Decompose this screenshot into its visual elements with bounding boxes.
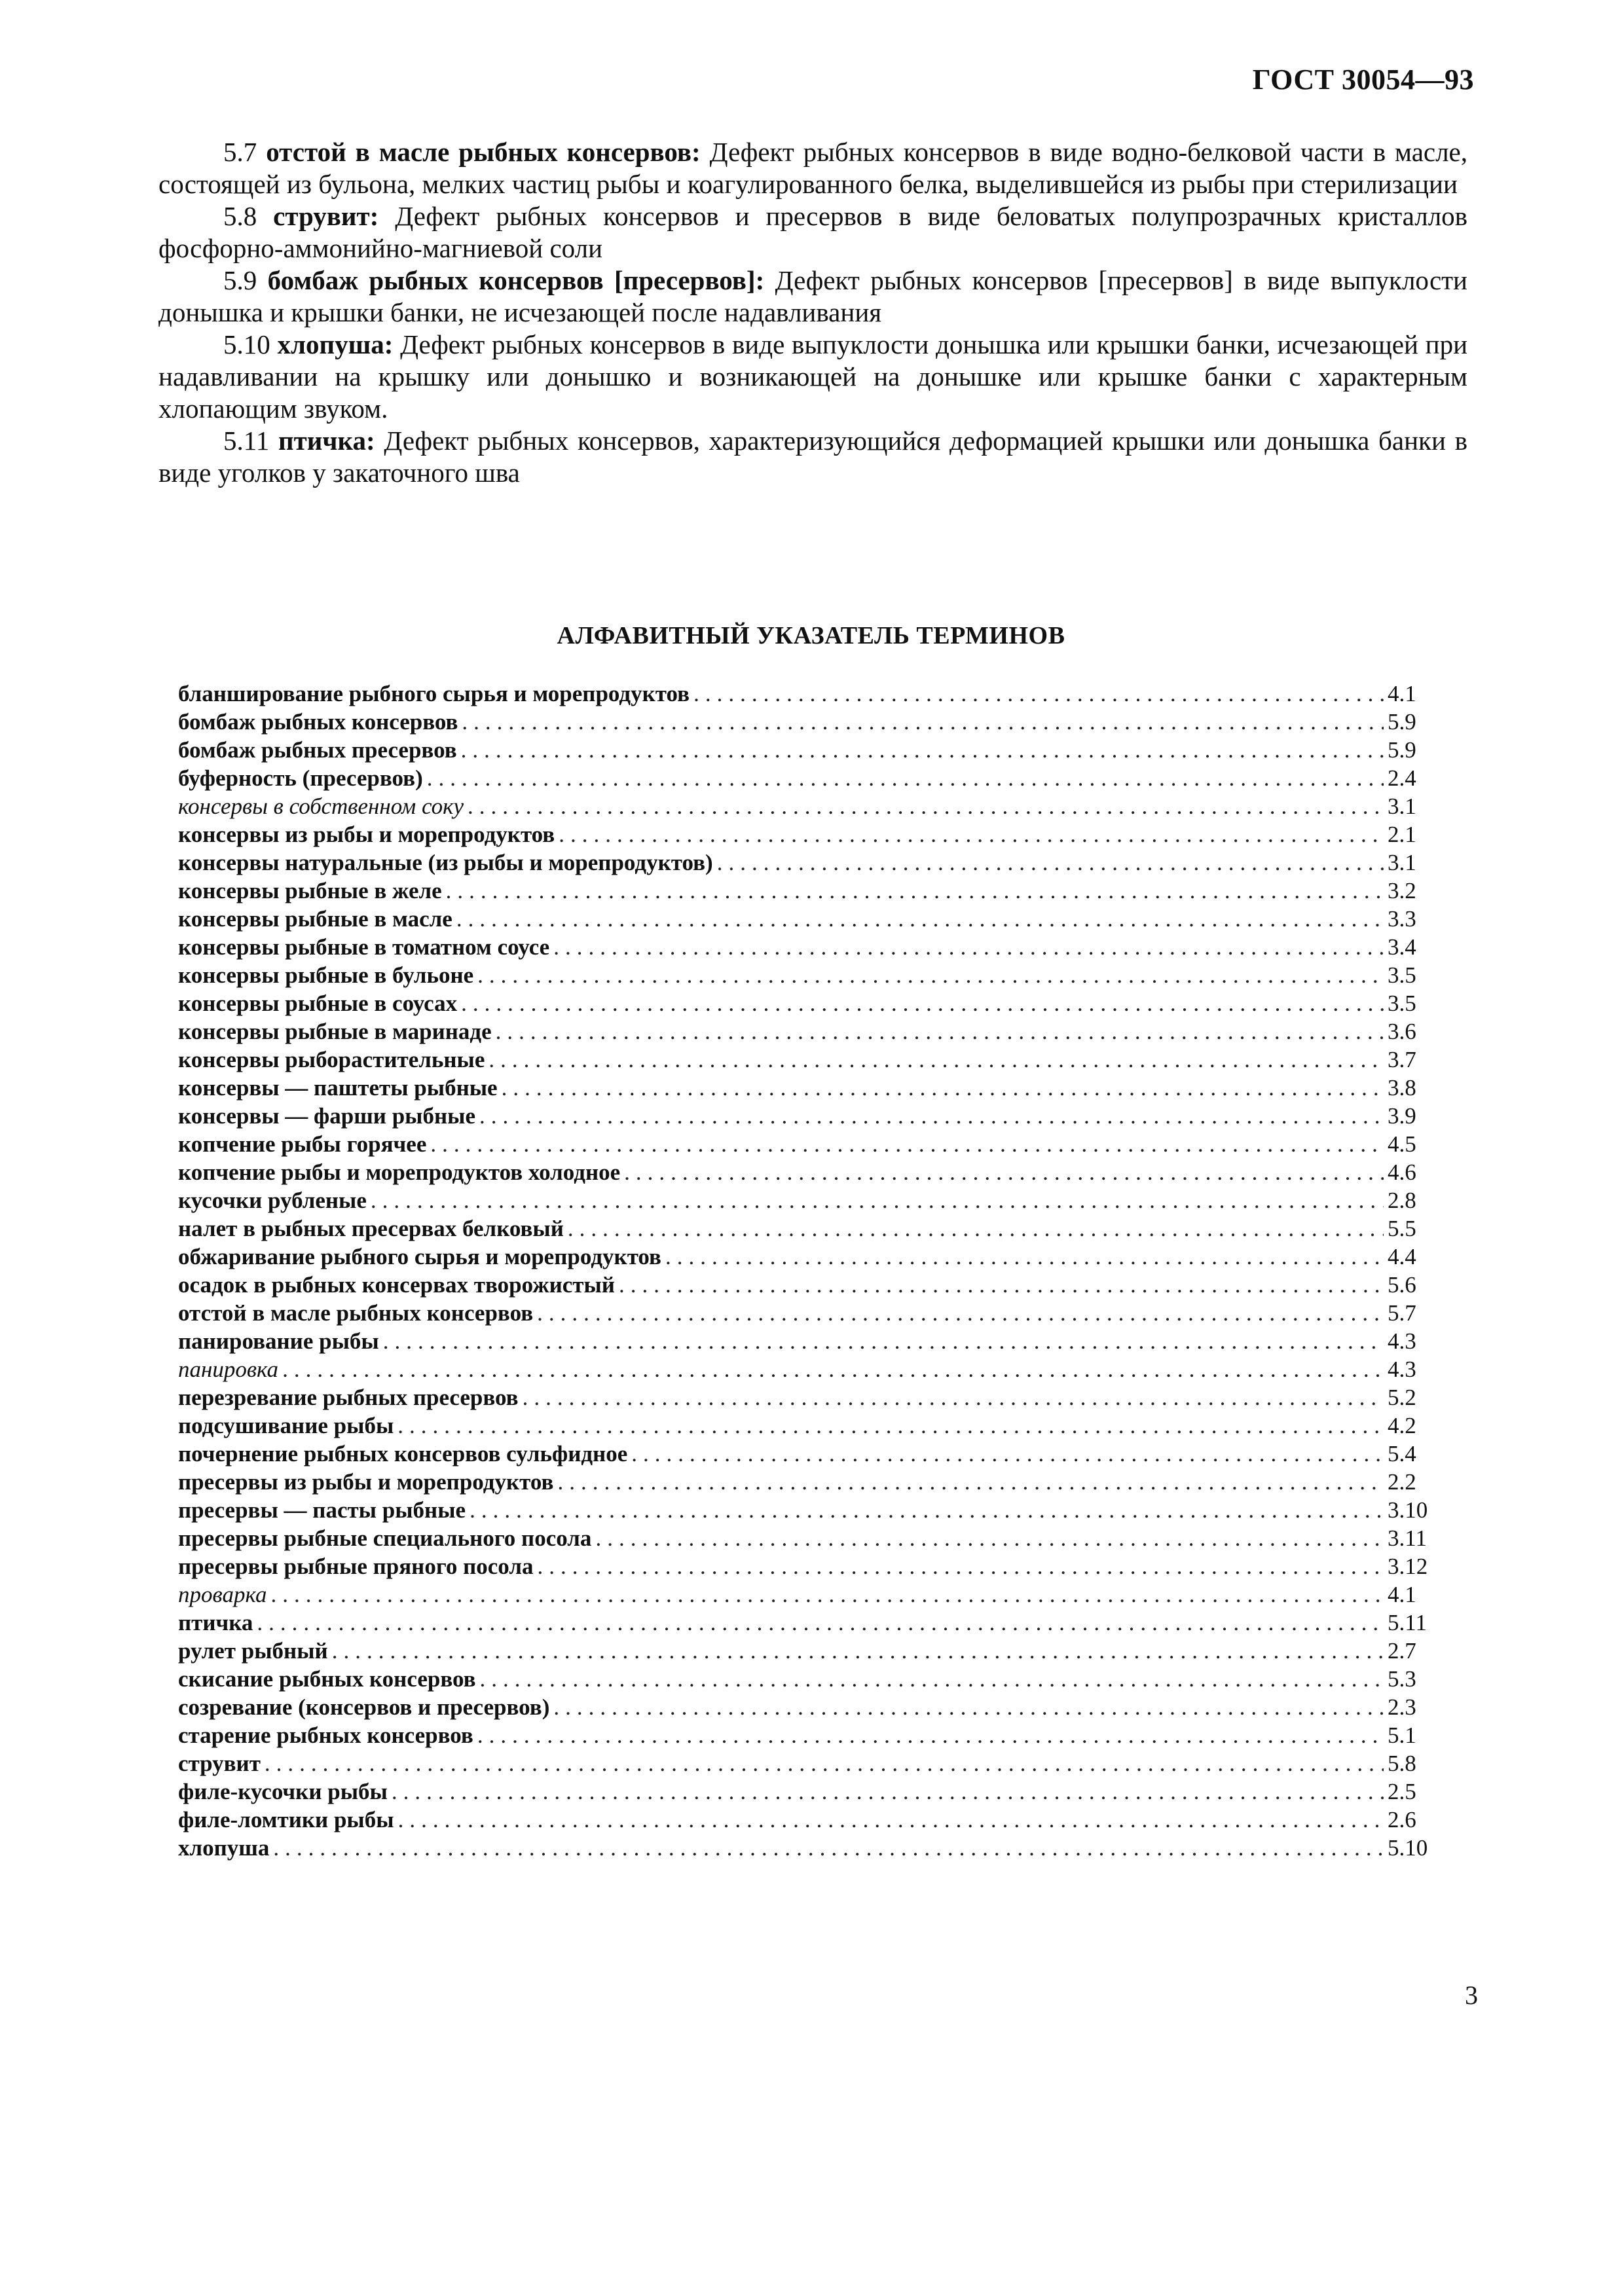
index-term: хлопуша: [178, 1835, 270, 1861]
index-term: обжаривание рыбного сырья и морепродуктов: [178, 1244, 661, 1269]
index-entry: [178, 848, 1445, 877]
index-ref: 5.8: [1388, 1751, 1416, 1776]
index-ref: 3.11: [1388, 1525, 1427, 1551]
index-ref: 5.5: [1388, 1216, 1416, 1241]
index-term: консервы натуральные (из рыбы и морепродуктов): [178, 850, 713, 875]
index-ref: 3.4: [1388, 934, 1416, 960]
index-entry: [178, 1046, 1445, 1074]
dot-leader: [523, 1383, 1384, 1412]
index-term: панирование рыбы: [178, 1328, 379, 1354]
index-ref: 2.5: [1388, 1779, 1416, 1804]
dot-leader: [446, 877, 1384, 905]
dot-leader: [479, 1102, 1384, 1130]
index-entry: [178, 1017, 1445, 1046]
definition-term: хлопуша:: [277, 329, 394, 359]
definition-5-8: [158, 200, 1467, 264]
index-ref: 5.7: [1388, 1300, 1416, 1326]
term-index-list: [178, 680, 1445, 1862]
definition-number: 5.11: [223, 426, 270, 456]
index-term: буферность (пресервов): [178, 765, 423, 791]
index-entry: [178, 1468, 1445, 1496]
index-ref: 2.8: [1388, 1188, 1416, 1213]
index-ref: 2.6: [1388, 1807, 1416, 1832]
index-term: консервы рыбные в маринаде: [178, 1019, 492, 1044]
index-ref: 4.2: [1388, 1413, 1416, 1438]
index-entry: [178, 1524, 1445, 1552]
dot-leader: [265, 1749, 1384, 1777]
page-number: 3: [1465, 1980, 1478, 2010]
definition-number: 5.8: [223, 201, 257, 231]
index-ref: 5.11: [1388, 1610, 1427, 1635]
index-entry: [178, 1271, 1445, 1299]
index-entry: [178, 1214, 1445, 1243]
dot-leader: [631, 1440, 1384, 1468]
index-term: филе-кусочки рыбы: [178, 1779, 388, 1804]
index-term: струвит: [178, 1751, 261, 1776]
index-term: копчение рыбы горячее: [178, 1131, 427, 1157]
definition-term: птичка:: [278, 426, 375, 456]
index-term: пресервы из рыбы и морепродуктов: [178, 1469, 554, 1495]
index-ref: 3.12: [1388, 1554, 1428, 1579]
index-entry: [178, 1580, 1445, 1609]
dot-leader: [717, 848, 1384, 877]
index-term: рулет рыбный: [178, 1638, 328, 1664]
index-ref: 3.5: [1388, 991, 1416, 1016]
dot-leader: [468, 792, 1384, 820]
definition-5-9: [158, 264, 1467, 329]
index-entry: [178, 1299, 1445, 1327]
dot-leader: [553, 933, 1384, 961]
index-entry: [178, 1721, 1445, 1749]
index-term: осадок в рыбных консервах творожистый: [178, 1272, 615, 1298]
index-ref: 4.1: [1388, 681, 1416, 706]
index-ref: 4.3: [1388, 1357, 1416, 1382]
index-entry: [178, 1609, 1445, 1637]
index-term: консервы в собственном соку: [178, 793, 464, 819]
index-term: панировка: [178, 1357, 279, 1382]
index-entry: [178, 1327, 1445, 1355]
index-entry: [178, 933, 1445, 961]
index-term: отстой в масле рыбных консервов: [178, 1300, 534, 1326]
index-entry: [178, 792, 1445, 820]
index-entry: [178, 1130, 1445, 1158]
index-ref: 3.1: [1388, 793, 1416, 819]
index-term: кусочки рубленые: [178, 1188, 367, 1213]
index-entry: [178, 1665, 1445, 1693]
definition-5-11: [158, 425, 1467, 489]
index-term: копчение рыбы и морепродуктов холодное: [178, 1159, 621, 1185]
definition-5-7: [158, 136, 1467, 200]
index-term: бомбаж рыбных консервов: [178, 709, 458, 735]
index-entry: [178, 1186, 1445, 1214]
index-entry: [178, 961, 1445, 989]
index-ref: 2.7: [1388, 1638, 1416, 1664]
dot-leader: [397, 1412, 1384, 1440]
dot-leader: [693, 680, 1384, 708]
dot-leader: [461, 989, 1384, 1017]
dot-leader: [537, 1552, 1384, 1580]
index-ref: 4.4: [1388, 1244, 1416, 1269]
index-term: бомбаж рыбных пресервов: [178, 737, 457, 763]
index-title: АЛФАВИТНЫЙ УКАЗАТЕЛЬ ТЕРМИНОВ: [557, 622, 1065, 649]
index-ref: 3.6: [1388, 1019, 1416, 1044]
dot-leader: [371, 1186, 1384, 1214]
dot-leader: [332, 1637, 1384, 1665]
definition-5-10: [158, 329, 1467, 425]
index-term: консервы — фарши рыбные: [178, 1103, 476, 1129]
index-term: бланширование рыбного сырья и морепродуктов: [178, 681, 690, 706]
index-term: перезревание рыбных пресервов: [178, 1385, 519, 1410]
index-ref: 3.9: [1388, 1103, 1416, 1129]
index-entry: [178, 736, 1445, 764]
index-term: консервы из рыбы и морепродуктов: [178, 822, 555, 847]
definition-text: Дефект рыбных консервов [пресервов] в виде выпуклости донышка и крышки банки, не исчезающей после надавливания: [158, 265, 1467, 327]
index-entry: [178, 905, 1445, 933]
index-entry: [178, 1355, 1445, 1383]
definition-text: Дефект рыбных консервов в виде водно-белковой части в масле, состоящей из бульона, мелких частиц рыбы и коагулированного белка, выделившейся из рыбы при стерилизации: [158, 137, 1468, 199]
index-term: пресервы рыбные специального посола: [178, 1525, 592, 1551]
index-ref: 2.2: [1388, 1469, 1416, 1495]
index-entry: [178, 1243, 1445, 1271]
index-term: филе-ломтики рыбы: [178, 1807, 394, 1832]
index-term: созревание (консервов и пресервов): [178, 1694, 550, 1720]
index-entry: [178, 1806, 1445, 1834]
dot-leader: [477, 1721, 1384, 1749]
index-ref: 5.2: [1388, 1385, 1416, 1410]
dot-leader: [537, 1299, 1384, 1327]
dot-leader: [557, 1468, 1384, 1496]
index-term: консервы — паштеты рыбные: [178, 1075, 498, 1101]
index-ref: 5.1: [1388, 1722, 1416, 1748]
index-entry: [178, 1158, 1445, 1186]
index-ref: 4.6: [1388, 1159, 1416, 1185]
dot-leader: [477, 961, 1384, 989]
definition-text: Дефект рыбных консервов и пресервов в виде беловатых полупрозрачных кристаллов фосфорно-аммонийно-магниевой соли: [158, 201, 1468, 263]
index-term: консервы рыбные в томатном соусе: [178, 934, 550, 960]
index-entry: [178, 989, 1445, 1017]
index-term: пресервы — пасты рыбные: [178, 1497, 466, 1523]
definition-number: 5.7: [223, 137, 257, 167]
dot-leader: [282, 1355, 1384, 1383]
dot-leader: [553, 1693, 1384, 1721]
index-term: подсушивание рыбы: [178, 1413, 394, 1438]
index-entry: [178, 1834, 1445, 1862]
definitions-section: [158, 136, 1467, 489]
dot-leader: [488, 1046, 1384, 1074]
dot-leader: [383, 1327, 1384, 1355]
index-ref: 2.1: [1388, 822, 1416, 847]
index-ref: 5.9: [1388, 709, 1416, 735]
index-term: скисание рыбных консервов: [178, 1666, 476, 1692]
index-entry: [178, 1383, 1445, 1412]
index-term: консервы рыбные в масле: [178, 906, 452, 932]
index-ref: 5.9: [1388, 737, 1416, 763]
dot-leader: [568, 1214, 1384, 1243]
index-ref: 5.3: [1388, 1666, 1416, 1692]
dot-leader: [461, 736, 1384, 764]
dot-leader: [273, 1834, 1384, 1862]
dot-leader: [619, 1271, 1384, 1299]
index-entry: [178, 1552, 1445, 1580]
dot-leader: [496, 1017, 1384, 1046]
definition-term: бомбаж рыбных консервов [пресервов]:: [267, 265, 765, 295]
index-term: пресервы рыбные пряного посола: [178, 1554, 534, 1579]
index-ref: 3.1: [1388, 850, 1416, 875]
index-ref: 3.7: [1388, 1047, 1416, 1072]
index-ref: 5.4: [1388, 1441, 1416, 1467]
index-entry: [178, 764, 1445, 792]
index-ref: 4.1: [1388, 1582, 1416, 1607]
dot-leader: [430, 1130, 1384, 1158]
index-entry: [178, 1412, 1445, 1440]
dot-leader: [595, 1524, 1384, 1552]
dot-leader: [398, 1806, 1384, 1834]
index-entry: [178, 680, 1445, 708]
index-ref: 4.5: [1388, 1131, 1416, 1157]
index-ref: 3.2: [1388, 878, 1416, 903]
index-entry: [178, 708, 1445, 736]
index-entry: [178, 1496, 1445, 1524]
dot-leader: [462, 708, 1384, 736]
index-ref: 5.6: [1388, 1272, 1416, 1298]
index-entry: [178, 1637, 1445, 1665]
index-entry: [178, 1777, 1445, 1806]
index-ref: 3.10: [1388, 1497, 1428, 1523]
dot-leader: [427, 764, 1384, 792]
definition-text: Дефект рыбных консервов, характеризующийся деформацией крышки или донышка банки в виде уголков у закаточного шва: [158, 426, 1467, 488]
index-ref: 5.10: [1388, 1835, 1428, 1861]
index-ref: 3.3: [1388, 906, 1416, 932]
index-term: консервы рыбные в бульоне: [178, 962, 474, 988]
index-term: птичка: [178, 1610, 253, 1635]
index-term: консервы рыборастительные: [178, 1047, 485, 1072]
index-entry: [178, 1749, 1445, 1777]
dot-leader: [470, 1496, 1384, 1524]
definition-text: Дефект рыбных консервов в виде выпуклости донышка или крышки банки, исчезающей при надавливании на крышку или донышко и возникающей на донышке или крышке банки с характерным хлопающим звуком.: [158, 329, 1468, 424]
index-entry: [178, 877, 1445, 905]
dot-leader: [456, 905, 1384, 933]
standard-code: ГОСТ 30054—93: [1252, 64, 1474, 96]
dot-leader: [270, 1580, 1384, 1609]
index-term: консервы рыбные в соусах: [178, 991, 458, 1016]
index-term: проварка: [178, 1582, 267, 1607]
dot-leader: [665, 1243, 1384, 1271]
index-term: почернение рыбных консервов сульфидное: [178, 1441, 628, 1467]
definition-number: 5.10: [223, 329, 270, 359]
dot-leader: [480, 1665, 1384, 1693]
index-ref: 3.8: [1388, 1075, 1416, 1101]
definition-number: 5.9: [223, 265, 257, 295]
dot-leader: [559, 820, 1384, 848]
index-entry: [178, 1102, 1445, 1130]
index-ref: 2.3: [1388, 1694, 1416, 1720]
index-entry: [178, 820, 1445, 848]
index-term: старение рыбных консервов: [178, 1722, 473, 1748]
dot-leader: [624, 1158, 1384, 1186]
index-term: налет в рыбных пресервах белковый: [178, 1216, 564, 1241]
definition-term: струвит:: [273, 201, 379, 231]
index-ref: 2.4: [1388, 765, 1416, 791]
index-entry: [178, 1074, 1445, 1102]
dot-leader: [257, 1609, 1384, 1637]
dot-leader: [392, 1777, 1384, 1806]
index-ref: 3.5: [1388, 962, 1416, 988]
index-ref: 4.3: [1388, 1328, 1416, 1354]
index-term: консервы рыбные в желе: [178, 878, 442, 903]
index-entry: [178, 1693, 1445, 1721]
index-entry: [178, 1440, 1445, 1468]
definition-term: отстой в масле рыбных консервов:: [266, 137, 701, 167]
dot-leader: [502, 1074, 1384, 1102]
